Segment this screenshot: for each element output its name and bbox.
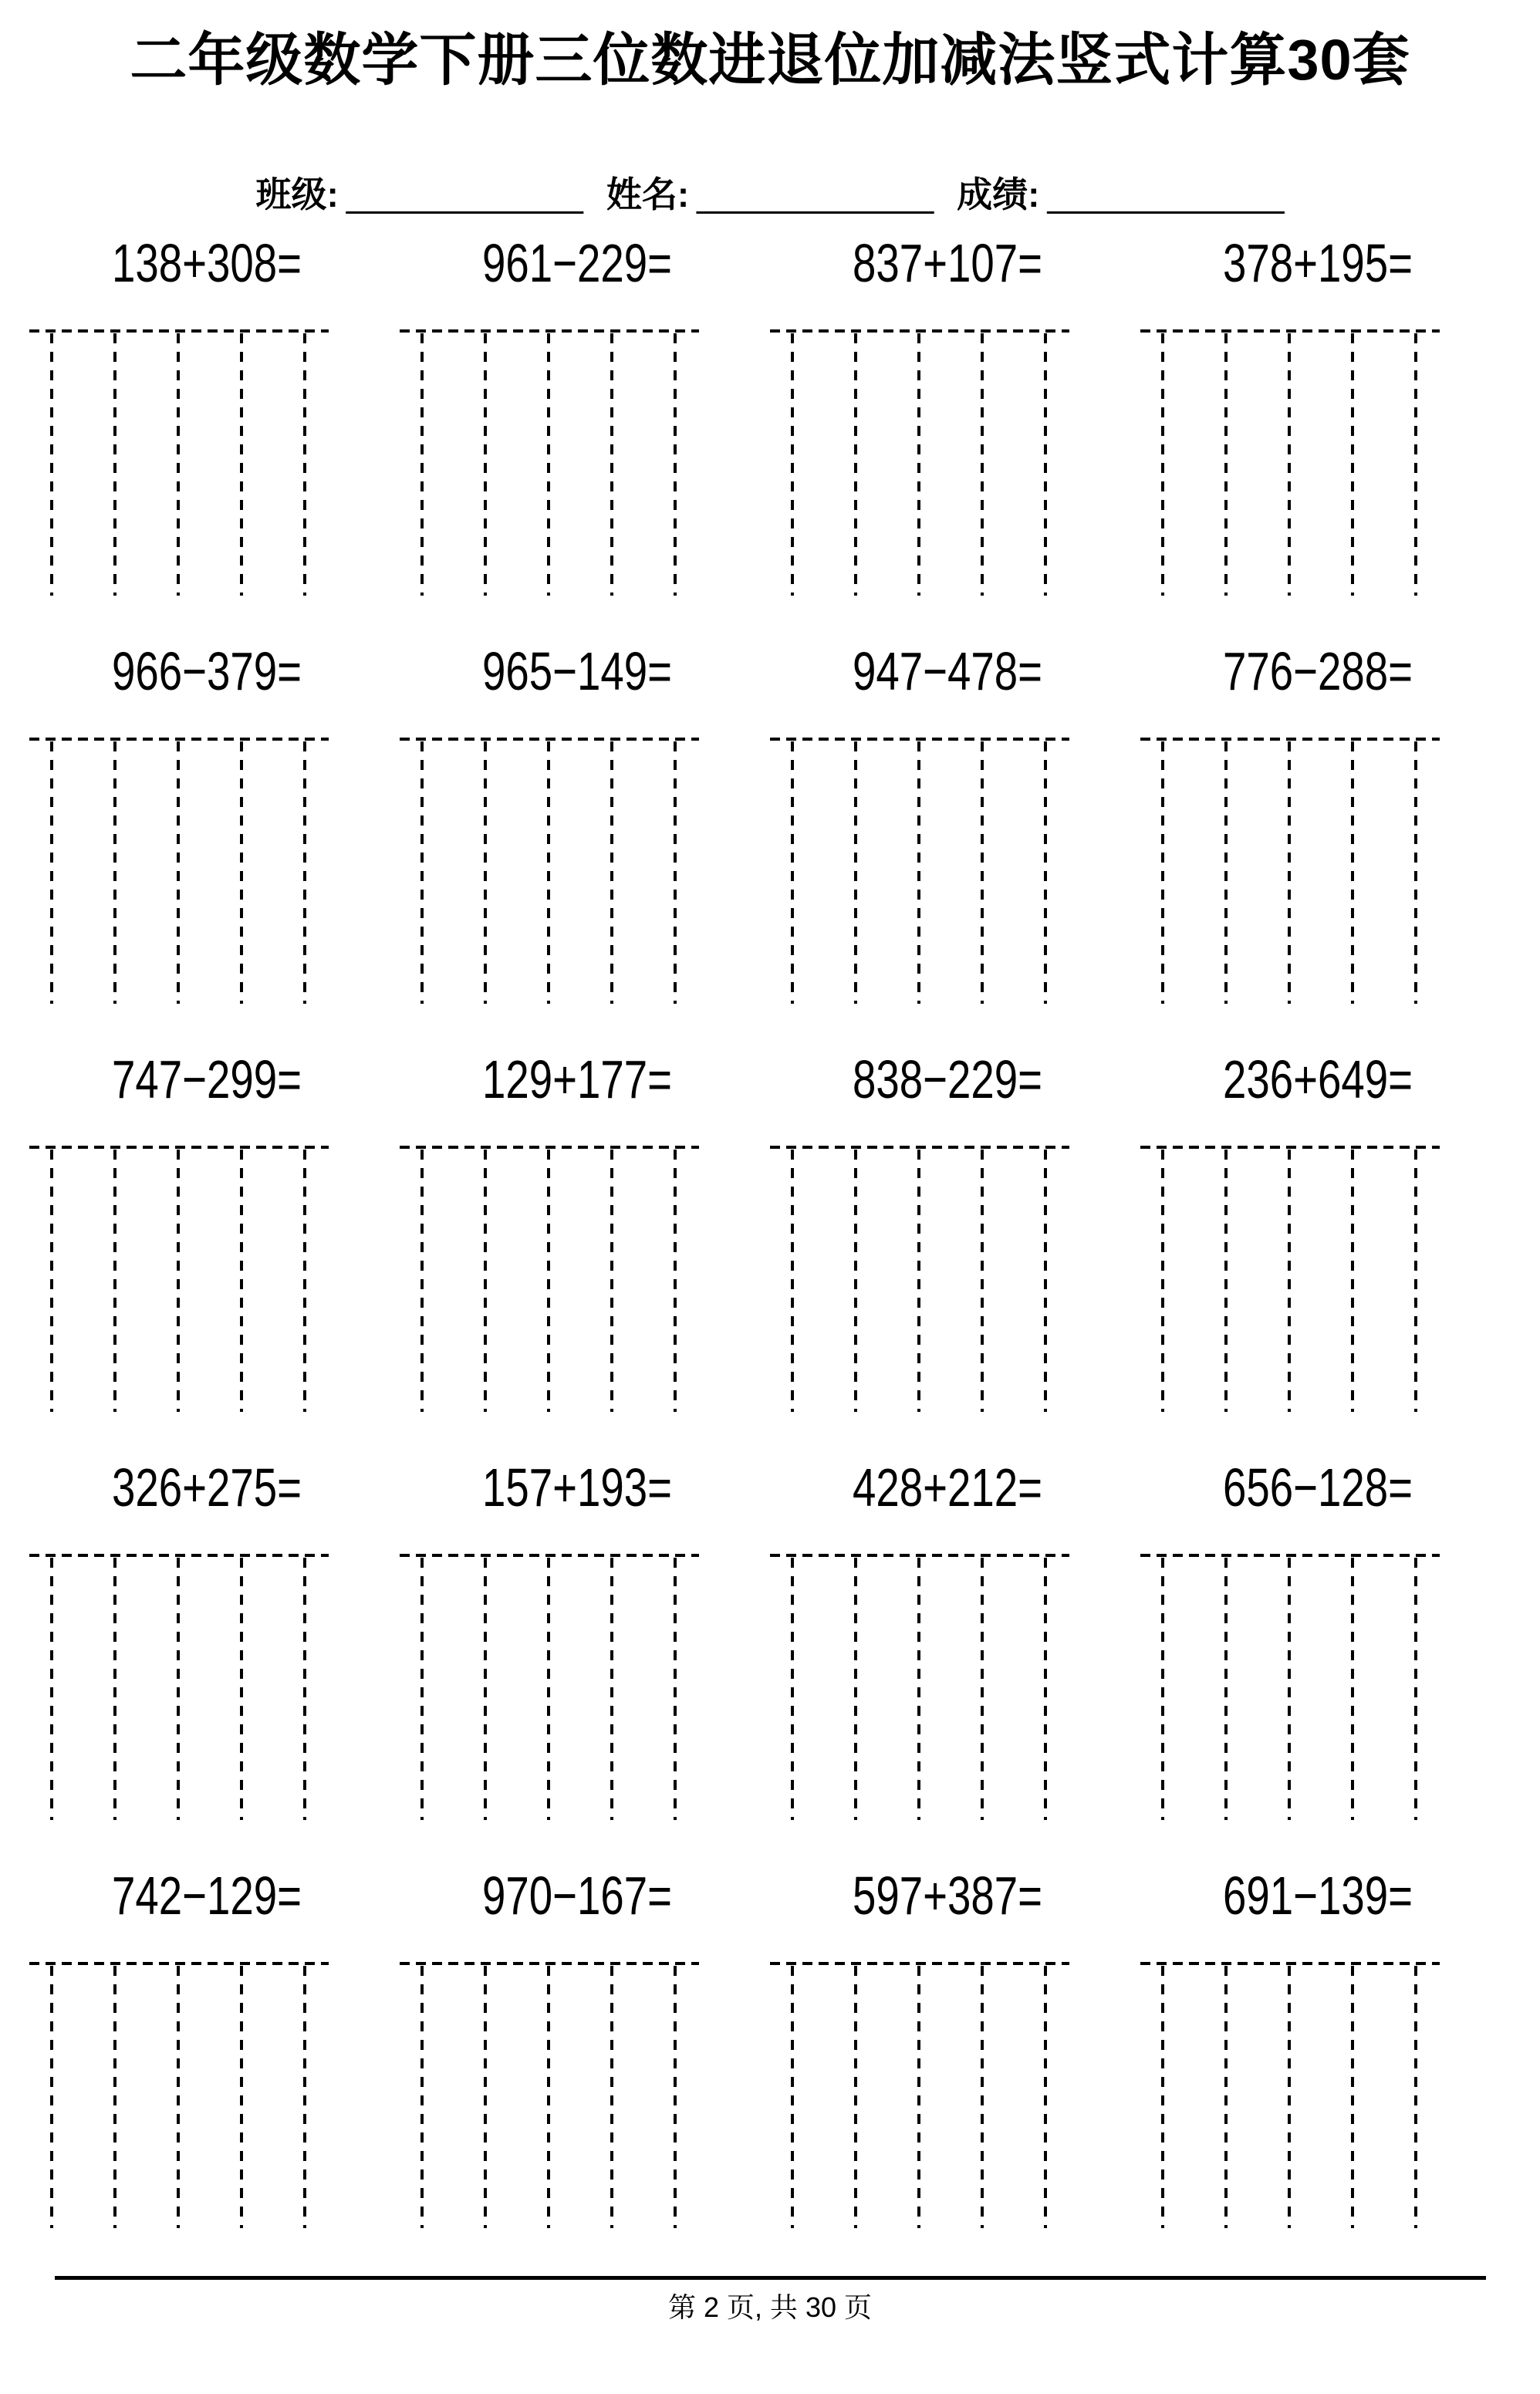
- grid-vline: [1044, 333, 1047, 596]
- answer-grid-wrap: [770, 1962, 1140, 2228]
- grid-vline: [113, 333, 117, 596]
- problem-row-4: [29, 1457, 1511, 1820]
- answer-grid-wrap: [770, 329, 1140, 596]
- score-label: 成绩:: [957, 174, 1040, 214]
- grid-vline: [240, 333, 243, 596]
- grid-top-line: [770, 1962, 1069, 1965]
- answer-grid-wrap: [770, 738, 1140, 1004]
- problem-cell: [400, 1049, 770, 1109]
- grid-vline: [177, 741, 180, 1004]
- grid-vline: [50, 1558, 53, 1820]
- grid-vline: [1351, 1558, 1354, 1820]
- grid-vline: [420, 741, 424, 1004]
- answer-grid: [1140, 329, 1440, 596]
- answer-grid: [29, 329, 329, 596]
- grid-top-line: [770, 1554, 1069, 1557]
- grid-vline: [240, 1558, 243, 1820]
- grid-vline: [1351, 333, 1354, 596]
- grid-vline: [113, 1558, 117, 1820]
- answer-grid: [400, 1962, 699, 2228]
- grid-vline: [1224, 1966, 1228, 2228]
- problem-cell: [770, 235, 1140, 291]
- grid-vline: [1414, 1558, 1417, 1820]
- problem-cell: [1140, 1457, 1511, 1518]
- problem-cell: [1140, 235, 1511, 291]
- grid-vline: [1414, 333, 1417, 596]
- grid-vline: [917, 741, 920, 1004]
- grid-vline: [610, 741, 613, 1004]
- grid-vline: [240, 1966, 243, 2228]
- grid-top-line: [1140, 1962, 1440, 1965]
- grid-vline: [791, 1558, 794, 1820]
- grid-vline: [854, 1150, 857, 1412]
- grid-vline: [917, 333, 920, 596]
- problem-text: 747−299=: [112, 1049, 302, 1109]
- grid-vline: [303, 333, 306, 596]
- answer-grid-wrap: [1140, 1962, 1511, 2228]
- problem-cell: [770, 1049, 1140, 1109]
- grid-vline: [484, 1558, 487, 1820]
- answer-grid: [1140, 1146, 1440, 1412]
- answer-grid: [1140, 1554, 1440, 1820]
- grid-vline: [610, 333, 613, 596]
- answer-grid: [400, 1146, 699, 1412]
- student-info-line: [0, 172, 1540, 217]
- grid-vline: [50, 741, 53, 1004]
- answer-grid-wrap: [29, 1146, 400, 1412]
- grid-vline: [177, 333, 180, 596]
- grid-top-line: [1140, 1146, 1440, 1149]
- grid-vline: [1288, 741, 1291, 1004]
- grid-vline: [674, 741, 677, 1004]
- problem-row-3: [29, 1049, 1511, 1412]
- grid-top-line: [29, 329, 329, 333]
- answer-grid: [770, 738, 1069, 1004]
- grid-vline: [484, 741, 487, 1004]
- problem-cell: [29, 643, 400, 699]
- problem-cell: [400, 1457, 770, 1518]
- answer-grid-wrap: [1140, 738, 1511, 1004]
- grid-vline: [1288, 333, 1291, 596]
- problem-row-2: [29, 643, 1511, 1004]
- grid-top-line: [29, 1146, 329, 1149]
- problem-text: 378+195=: [1223, 233, 1413, 293]
- footer-rule: [55, 2276, 1486, 2280]
- page-title: 二年级数学下册三位数进退位加减法竖式计算30套: [130, 28, 1410, 92]
- grid-vline: [50, 333, 53, 596]
- answer-grid: [770, 329, 1069, 596]
- problem-text: 966−379=: [112, 641, 302, 701]
- answer-grid: [770, 1554, 1069, 1820]
- grid-vline: [50, 1150, 53, 1412]
- grid-vline: [1161, 333, 1164, 596]
- problem-cell: [29, 1866, 400, 1926]
- problem-row-1: [29, 235, 1511, 596]
- grid-vline: [484, 333, 487, 596]
- grid-vline: [791, 1966, 794, 2228]
- grid-vline: [674, 1966, 677, 2228]
- grid-vline: [420, 1558, 424, 1820]
- problem-cell: [1140, 643, 1511, 699]
- grid-vline: [547, 741, 550, 1004]
- answer-grid: [400, 1554, 699, 1820]
- grid-vline: [854, 1966, 857, 2228]
- grid-vline: [674, 333, 677, 596]
- problem-text: 236+649=: [1223, 1049, 1413, 1109]
- grid-vline: [484, 1966, 487, 2228]
- grid-top-line: [400, 1962, 699, 1965]
- grid-vline: [303, 1558, 306, 1820]
- problem-text: 965−149=: [482, 641, 672, 701]
- grid-vline: [1161, 1558, 1164, 1820]
- problem-cell: [29, 1457, 400, 1518]
- grid-top-line: [1140, 738, 1440, 741]
- grid-top-line: [400, 1146, 699, 1149]
- grid-vline: [1351, 741, 1354, 1004]
- grid-vline: [981, 741, 984, 1004]
- problem-text: 428+212=: [853, 1457, 1042, 1518]
- grid-vline: [303, 1150, 306, 1412]
- worksheet-page: [0, 22, 1540, 2394]
- answer-grid: [29, 738, 329, 1004]
- answer-grid: [400, 329, 699, 596]
- answer-grid-wrap: [400, 1962, 770, 2228]
- answer-grid-wrap: [1140, 329, 1511, 596]
- answer-grid: [770, 1962, 1069, 2228]
- problem-cell: [29, 1049, 400, 1109]
- problem-text: 157+193=: [482, 1457, 672, 1518]
- problem-text: 837+107=: [853, 233, 1042, 293]
- answer-grid-wrap: [400, 1554, 770, 1820]
- problem-cell: [1140, 1049, 1511, 1109]
- grid-top-line: [1140, 1554, 1440, 1557]
- grid-vline: [1161, 1966, 1164, 2228]
- grid-top-line: [770, 1146, 1069, 1149]
- answer-grid: [1140, 1962, 1440, 2228]
- answer-grid: [400, 738, 699, 1004]
- answer-grid: [29, 1554, 329, 1820]
- problem-cell: [1140, 1866, 1511, 1926]
- answer-grid-wrap: [29, 738, 400, 1004]
- grid-vline: [854, 1558, 857, 1820]
- grid-vline: [1161, 1150, 1164, 1412]
- grid-vline: [1224, 1558, 1228, 1820]
- grid-vline: [240, 1150, 243, 1412]
- problem-text: 838−229=: [853, 1049, 1042, 1109]
- problem-cell: [400, 643, 770, 699]
- grid-vline: [1224, 1150, 1228, 1412]
- problem-text: 776−288=: [1223, 641, 1413, 701]
- grid-vline: [547, 1150, 550, 1412]
- grid-vline: [113, 741, 117, 1004]
- grid-vline: [854, 741, 857, 1004]
- grid-vline: [1288, 1558, 1291, 1820]
- grid-vline: [674, 1150, 677, 1412]
- problem-text: 138+308=: [112, 233, 302, 293]
- grid-vline: [420, 1150, 424, 1412]
- grid-vline: [113, 1150, 117, 1412]
- grid-vline: [1414, 1966, 1417, 2228]
- grid-vline: [854, 333, 857, 596]
- grid-vline: [610, 1966, 613, 2228]
- grid-vline: [303, 1966, 306, 2228]
- grid-vline: [674, 1558, 677, 1820]
- problem-sheet: [29, 235, 1511, 2228]
- problem-text: 742−129=: [112, 1866, 302, 1926]
- grid-top-line: [400, 738, 699, 741]
- grid-vline: [981, 333, 984, 596]
- grid-top-line: [400, 329, 699, 333]
- grid-vline: [1224, 741, 1228, 1004]
- problem-text: 947−478=: [853, 641, 1042, 701]
- problem-text: 656−128=: [1223, 1457, 1413, 1518]
- grid-vline: [420, 333, 424, 596]
- problem-cell: [400, 1866, 770, 1926]
- grid-vline: [50, 1966, 53, 2228]
- grid-vline: [981, 1558, 984, 1820]
- grid-vline: [1414, 1150, 1417, 1412]
- grid-vline: [177, 1150, 180, 1412]
- class-blank-line: ____________: [346, 174, 583, 214]
- answer-grid-wrap: [29, 1554, 400, 1820]
- grid-vline: [610, 1558, 613, 1820]
- grid-top-line: [29, 1962, 329, 1965]
- answer-grid-wrap: [400, 1146, 770, 1412]
- grid-vline: [547, 1966, 550, 2228]
- grid-top-line: [770, 329, 1069, 333]
- grid-vline: [177, 1558, 180, 1820]
- grid-top-line: [400, 1554, 699, 1557]
- grid-vline: [547, 1558, 550, 1820]
- answer-grid-wrap: [770, 1554, 1140, 1820]
- grid-vline: [1288, 1966, 1291, 2228]
- grid-vline: [791, 1150, 794, 1412]
- grid-vline: [1044, 741, 1047, 1004]
- grid-vline: [1288, 1150, 1291, 1412]
- problem-cell: [770, 1457, 1140, 1518]
- answer-grid: [29, 1146, 329, 1412]
- grid-vline: [1161, 741, 1164, 1004]
- problem-text: 129+177=: [482, 1049, 672, 1109]
- grid-vline: [547, 333, 550, 596]
- grid-vline: [791, 333, 794, 596]
- grid-vline: [420, 1966, 424, 2228]
- answer-grid: [1140, 738, 1440, 1004]
- answer-grid: [29, 1962, 329, 2228]
- grid-vline: [113, 1966, 117, 2228]
- problem-text: 691−139=: [1223, 1866, 1413, 1926]
- grid-vline: [484, 1150, 487, 1412]
- grid-top-line: [29, 738, 329, 741]
- problem-cell: [770, 643, 1140, 699]
- answer-grid-wrap: [29, 329, 400, 596]
- grid-vline: [1044, 1966, 1047, 2228]
- problem-text: 961−229=: [482, 233, 672, 293]
- answer-grid-wrap: [400, 329, 770, 596]
- problem-cell: [400, 235, 770, 291]
- grid-vline: [917, 1558, 920, 1820]
- class-label: 班级:: [255, 174, 339, 214]
- problem-cell: [770, 1866, 1140, 1926]
- grid-vline: [981, 1150, 984, 1412]
- problem-cell: [29, 235, 400, 291]
- grid-vline: [1351, 1150, 1354, 1412]
- score-blank-line: ____________: [1047, 174, 1285, 214]
- grid-vline: [1351, 1966, 1354, 2228]
- grid-top-line: [1140, 329, 1440, 333]
- grid-top-line: [29, 1554, 329, 1557]
- grid-vline: [791, 741, 794, 1004]
- grid-vline: [1414, 741, 1417, 1004]
- grid-vline: [981, 1966, 984, 2228]
- grid-vline: [1224, 333, 1228, 596]
- name-blank-line: ____________: [697, 174, 934, 214]
- problem-text: 326+275=: [112, 1457, 302, 1518]
- grid-top-line: [770, 738, 1069, 741]
- name-label: 姓名:: [606, 174, 690, 214]
- page-number: 第 2 页, 共 30 页: [667, 2291, 873, 2323]
- problem-row-5: [29, 1868, 1511, 2228]
- answer-grid-wrap: [770, 1146, 1140, 1412]
- grid-vline: [1044, 1150, 1047, 1412]
- problem-text: 970−167=: [482, 1866, 672, 1926]
- answer-grid-wrap: [400, 738, 770, 1004]
- problem-text: 597+387=: [853, 1866, 1042, 1926]
- grid-vline: [240, 741, 243, 1004]
- answer-grid-wrap: [1140, 1146, 1511, 1412]
- grid-vline: [1044, 1558, 1047, 1820]
- answer-grid-wrap: [29, 1962, 400, 2228]
- grid-vline: [177, 1966, 180, 2228]
- grid-vline: [917, 1966, 920, 2228]
- grid-vline: [917, 1150, 920, 1412]
- answer-grid: [770, 1146, 1069, 1412]
- grid-vline: [303, 741, 306, 1004]
- answer-grid-wrap: [1140, 1554, 1511, 1820]
- grid-vline: [610, 1150, 613, 1412]
